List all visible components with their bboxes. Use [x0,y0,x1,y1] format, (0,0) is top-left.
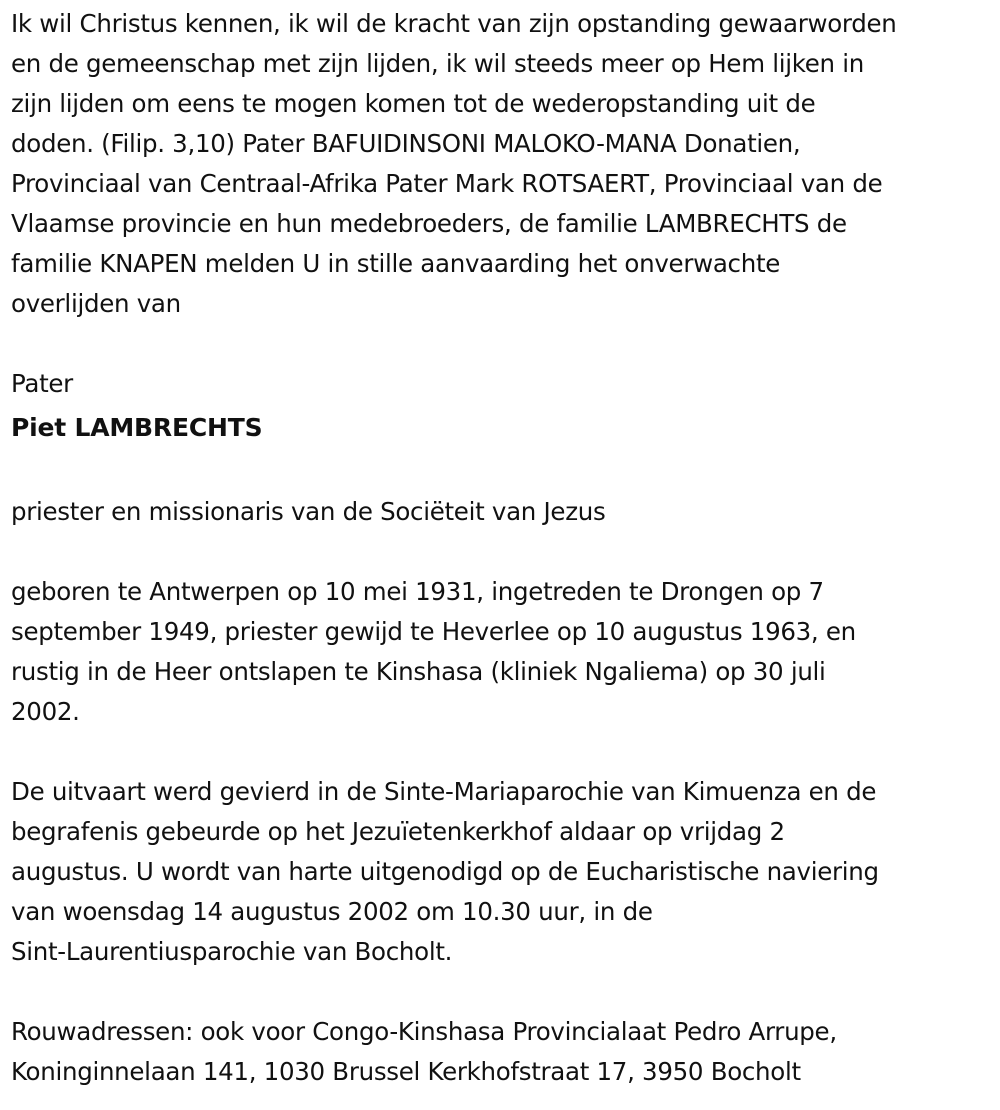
spacer [11,732,996,772]
obituary-notice [11,4,996,1092]
intro-paragraph: Ik wil Christus kennen, ik wil de kracht van zijn opstanding gewaarworden en de gemeenschap met zijn lijden, ik wil steeds meer op Hem lijken in zijn lijden om eens te mogen komen tot de wederopstanding uit de doden. (Filip. 3,10) Pater BAFUIDINSONI MALOKO-MANA Donatien, Provinciaal van Centraal-Afrika Pater Mark ROTSAERT, Provinciaal van de Vlaamse provincie en hun medebroeders, de familie LAMBRECHTS de familie KNAPEN melden U in stille aanvaarding het onverwachte overlijden van [11,9,897,318]
addresses-paragraph: Rouwadressen: ook voor Congo-Kinshasa Provincialaat Pedro Arrupe, Koninginnelaan 141, 1030 Brussel Kerkhofstraat 17, 3950 Bocholt [11,1017,837,1086]
role-line: priester en missionaris van de Sociëteit van Jezus [11,497,606,526]
spacer [11,532,996,572]
spacer [11,452,996,492]
biography-paragraph: geboren te Antwerpen op 10 mei 1931, ingetreden te Drongen op 7 september 1949, priester gewijd te Heverlee op 10 augustus 1963, en rustig in de Heer ontslapen te Kinshasa (kliniek Ngaliema) op 30 juli 2002. [11,577,856,726]
deceased-name: Piet LAMBRECHTS [11,413,263,442]
spacer [11,324,996,364]
spacer [11,972,996,1012]
title-prefix: Pater [11,369,73,398]
funeral-paragraph: De uitvaart werd gevierd in de Sinte-Mariaparochie van Kimuenza en de begrafenis gebeurde op het Jezuïetenkerkhof aldaar op vrijdag 2 augustus. U wordt van harte uitgenodigd op de Eucharistische naviering van woensdag 14 augustus 2002 om 10.30 uur, in de Sint-Laurentiusparochie van Bocholt. [11,777,879,966]
